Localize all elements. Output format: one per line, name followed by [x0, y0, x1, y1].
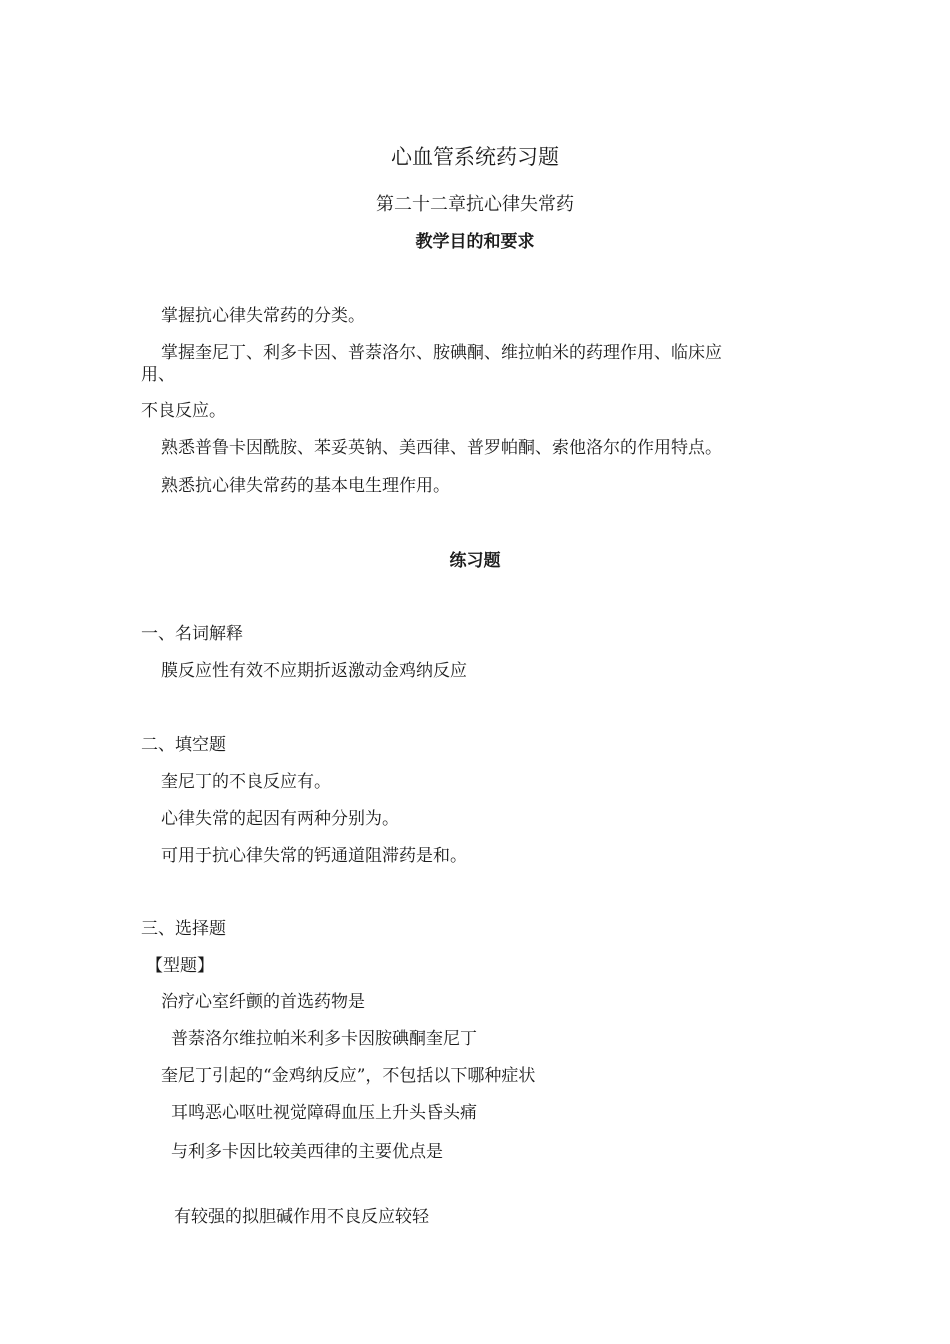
objective-item: 熟悉普鲁卡因酰胺、苯妥英钠、美西律、普罗帕酮、索他洛尔的作用特点。 [161, 438, 722, 458]
section-heading-fill-blank: 二、填空题 [141, 735, 226, 755]
choice-options: 有较强的拟胆碱作用不良反应较轻 [174, 1207, 429, 1227]
choice-options: 普萘洛尔维拉帕米利多卡因胺碘酮奎尼丁 [171, 1029, 477, 1049]
objectives-heading: 教学目的和要求 [415, 232, 535, 252]
objective-item: 掌握奎尼丁、利多卡因、普萘洛尔、胺碘酮、维拉帕米的药理作用、临床应 [161, 343, 722, 363]
objective-item: 掌握抗心律失常药的分类。 [161, 306, 365, 326]
terms-item: 膜反应性有效不应期折返激动金鸡纳反应 [161, 661, 467, 681]
section-heading-choice: 三、选择题 [141, 919, 226, 939]
choice-options: 耳鸣恶心呕吐视觉障碍血压上升头昏头痛 [171, 1103, 477, 1123]
objective-item-wrap: 不良反应。 [141, 401, 226, 421]
objective-item-wrap: 用、 [141, 365, 175, 385]
chapter-title: 第二十二章抗心律失常药 [376, 194, 574, 215]
fill-blank-item: 心律失常的起因有两种分别为。 [161, 809, 399, 829]
fill-blank-item: 可用于抗心律失常的钙通道阻滞药是和。 [161, 846, 467, 866]
section-heading-terms: 一、名词解释 [141, 624, 243, 644]
exercises-heading: 练习题 [449, 551, 501, 571]
choice-question: 奎尼丁引起的“金鸡纳反应”，不包括以下哪种症状 [161, 1066, 536, 1086]
objective-item: 熟悉抗心律失常药的基本电生理作用。 [161, 476, 450, 496]
question-type-label: 【型题】 [146, 956, 214, 976]
choice-question: 与利多卡因比较美西律的主要优点是 [171, 1142, 443, 1162]
document-title: 心血管系统药习题 [391, 145, 559, 169]
fill-blank-item: 奎尼丁的不良反应有。 [161, 772, 331, 792]
choice-question: 治疗心室纤颤的首选药物是 [161, 992, 365, 1012]
